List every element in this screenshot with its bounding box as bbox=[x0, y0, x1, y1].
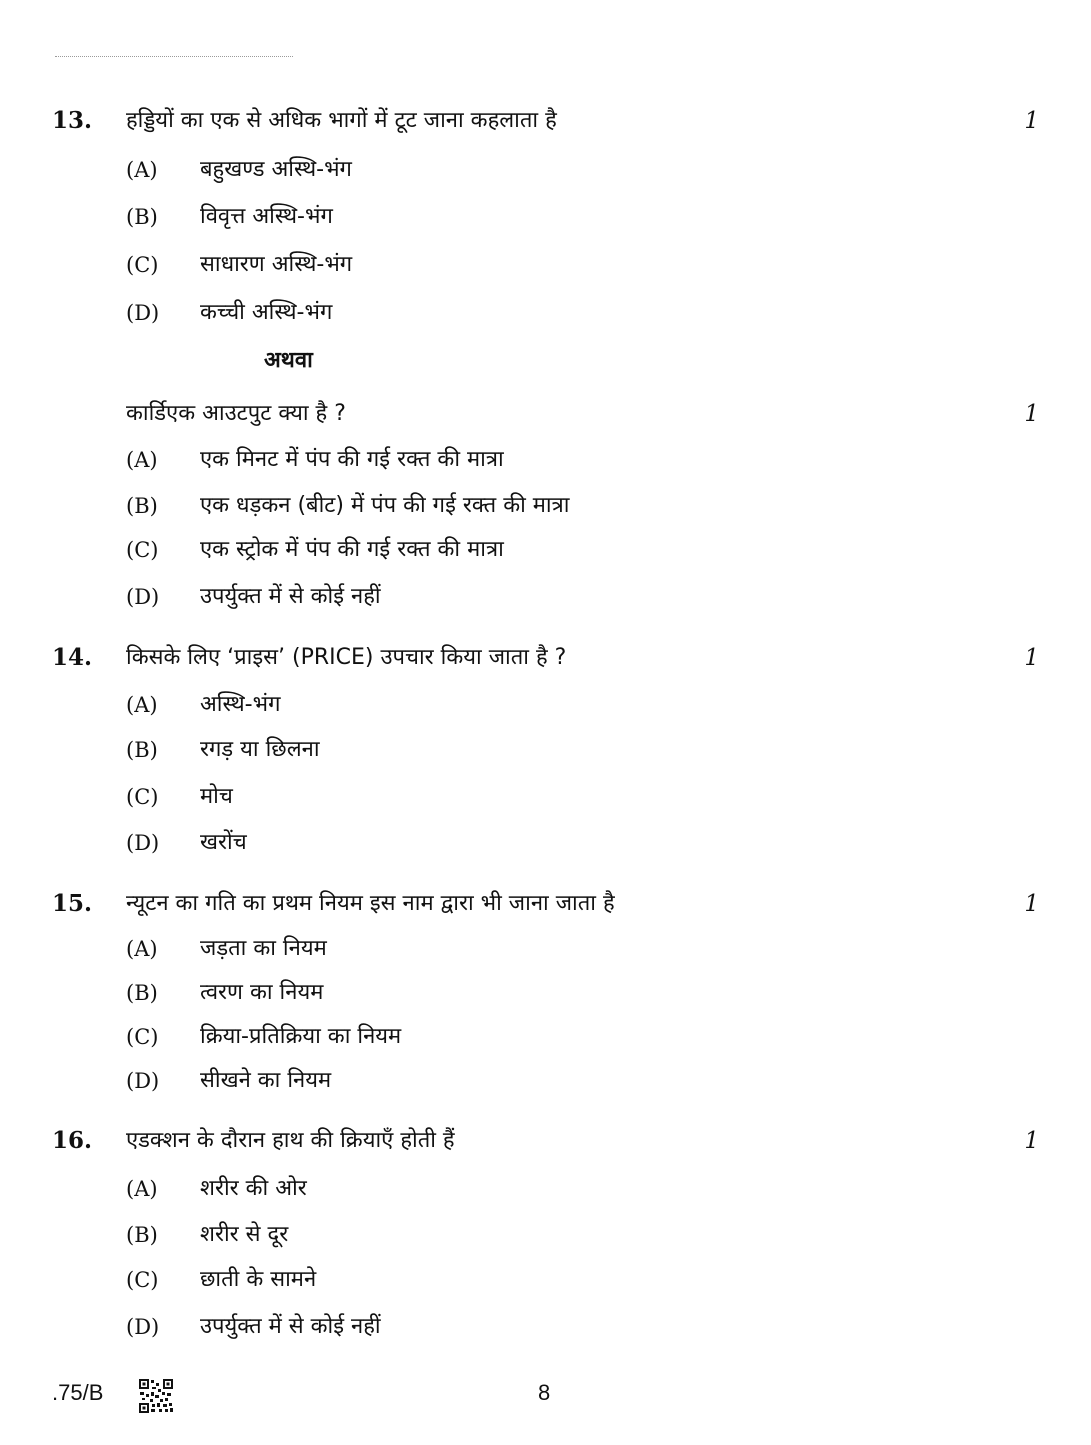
option-13-c bbox=[0, 250, 1091, 280]
option-14-a bbox=[0, 690, 1091, 720]
option-text: बहुखण्ड अस्थि-भंग bbox=[200, 157, 352, 182]
option-16-c bbox=[0, 1265, 1091, 1295]
option-letter: (C) bbox=[126, 538, 159, 562]
option-letter: (C) bbox=[126, 1268, 159, 1292]
option-14-d bbox=[0, 828, 1091, 858]
option-16-b bbox=[0, 1220, 1091, 1250]
option-text: उपर्युक्त में से कोई नहीं bbox=[200, 584, 381, 609]
option-text: शरीर की ओर bbox=[200, 1176, 307, 1201]
option-letter: (C) bbox=[126, 253, 159, 277]
paper-code: .75/B bbox=[52, 1380, 104, 1405]
option-text: छाती के सामने bbox=[200, 1267, 317, 1292]
option-text: जड़ता का नियम bbox=[200, 936, 327, 961]
option-letter: (A) bbox=[126, 693, 158, 717]
option-text: कच्ची अस्थि-भंग bbox=[200, 300, 333, 325]
option-text: रगड़ या छिलना bbox=[200, 737, 320, 762]
option-letter: (B) bbox=[126, 981, 158, 1005]
option-15-a bbox=[0, 934, 1091, 964]
option-letter: (B) bbox=[126, 205, 158, 229]
option-13alt-d bbox=[0, 582, 1091, 612]
option-text: त्वरण का नियम bbox=[200, 980, 324, 1005]
option-text: साधारण अस्थि-भंग bbox=[200, 252, 353, 277]
question-number: 14. bbox=[52, 644, 93, 671]
option-14-b bbox=[0, 735, 1091, 765]
question-number: 16. bbox=[52, 1127, 93, 1154]
option-letter: (C) bbox=[126, 1025, 159, 1049]
question-text: कार्डिएक आउटपुट क्या है ? bbox=[126, 401, 346, 426]
option-letter: (A) bbox=[126, 448, 158, 472]
header-rule bbox=[55, 56, 293, 57]
option-text: एक मिनट में पंप की गई रक्त की मात्रा bbox=[200, 447, 504, 472]
option-text: विवृत्त अस्थि-भंग bbox=[200, 204, 333, 229]
question-text: न्यूटन का गति का प्रथम नियम इस नाम द्वारा भी जाना जाता है bbox=[126, 891, 615, 916]
question-text: एडक्शन के दौरान हाथ की क्रियाएँ होती हैं bbox=[126, 1128, 455, 1153]
or-label: अथवा bbox=[264, 348, 313, 373]
option-letter: (C) bbox=[126, 785, 159, 809]
option-letter: (D) bbox=[126, 831, 160, 855]
option-text: एक स्ट्रोक में पंप की गई रक्त की मात्रा bbox=[200, 537, 504, 562]
option-16-d bbox=[0, 1312, 1091, 1342]
option-letter: (A) bbox=[126, 1177, 158, 1201]
option-text: मोच bbox=[200, 784, 233, 809]
option-text: खरोंच bbox=[200, 830, 247, 855]
question-number: 13. bbox=[52, 107, 93, 134]
page-number: 8 bbox=[538, 1380, 551, 1405]
question-marks: 1 bbox=[1024, 401, 1039, 427]
option-letter: (D) bbox=[126, 1069, 160, 1093]
option-15-d bbox=[0, 1066, 1091, 1096]
option-13alt-b bbox=[0, 491, 1091, 521]
option-15-c bbox=[0, 1022, 1091, 1052]
option-text: क्रिया-प्रतिक्रिया का नियम bbox=[200, 1024, 402, 1049]
option-13alt-c bbox=[0, 535, 1091, 565]
option-text: सीखने का नियम bbox=[200, 1068, 332, 1093]
option-letter: (B) bbox=[126, 494, 158, 518]
option-13-a bbox=[0, 155, 1091, 185]
question-marks: 1 bbox=[1024, 108, 1039, 134]
option-13-d bbox=[0, 298, 1091, 328]
question-text: हड्डियों का एक से अधिक भागों में टूट जाना कहलाता है bbox=[126, 108, 557, 133]
option-15-b bbox=[0, 978, 1091, 1008]
option-letter: (A) bbox=[126, 937, 158, 961]
question-marks: 1 bbox=[1024, 891, 1039, 917]
option-13alt-a bbox=[0, 445, 1091, 475]
question-text: किसके लिए ‘प्राइस’ (PRICE) उपचार किया जाता है ? bbox=[126, 645, 567, 670]
question-marks: 1 bbox=[1024, 1128, 1039, 1154]
option-text: शरीर से दूर bbox=[200, 1222, 289, 1247]
option-text: अस्थि-भंग bbox=[200, 692, 281, 717]
option-letter: (D) bbox=[126, 585, 160, 609]
option-letter: (A) bbox=[126, 158, 158, 182]
qr-code-icon bbox=[138, 1378, 174, 1414]
option-letter: (B) bbox=[126, 1223, 158, 1247]
option-text: एक धड़कन (बीट) में पंप की गई रक्त की मात्रा bbox=[200, 493, 570, 518]
option-letter: (D) bbox=[126, 301, 160, 325]
option-14-c bbox=[0, 782, 1091, 812]
option-13-b bbox=[0, 202, 1091, 232]
question-marks: 1 bbox=[1024, 645, 1039, 671]
option-letter: (D) bbox=[126, 1315, 160, 1339]
option-text: उपर्युक्त में से कोई नहीं bbox=[200, 1314, 381, 1339]
question-number: 15. bbox=[52, 890, 93, 917]
option-16-a bbox=[0, 1174, 1091, 1204]
option-letter: (B) bbox=[126, 738, 158, 762]
